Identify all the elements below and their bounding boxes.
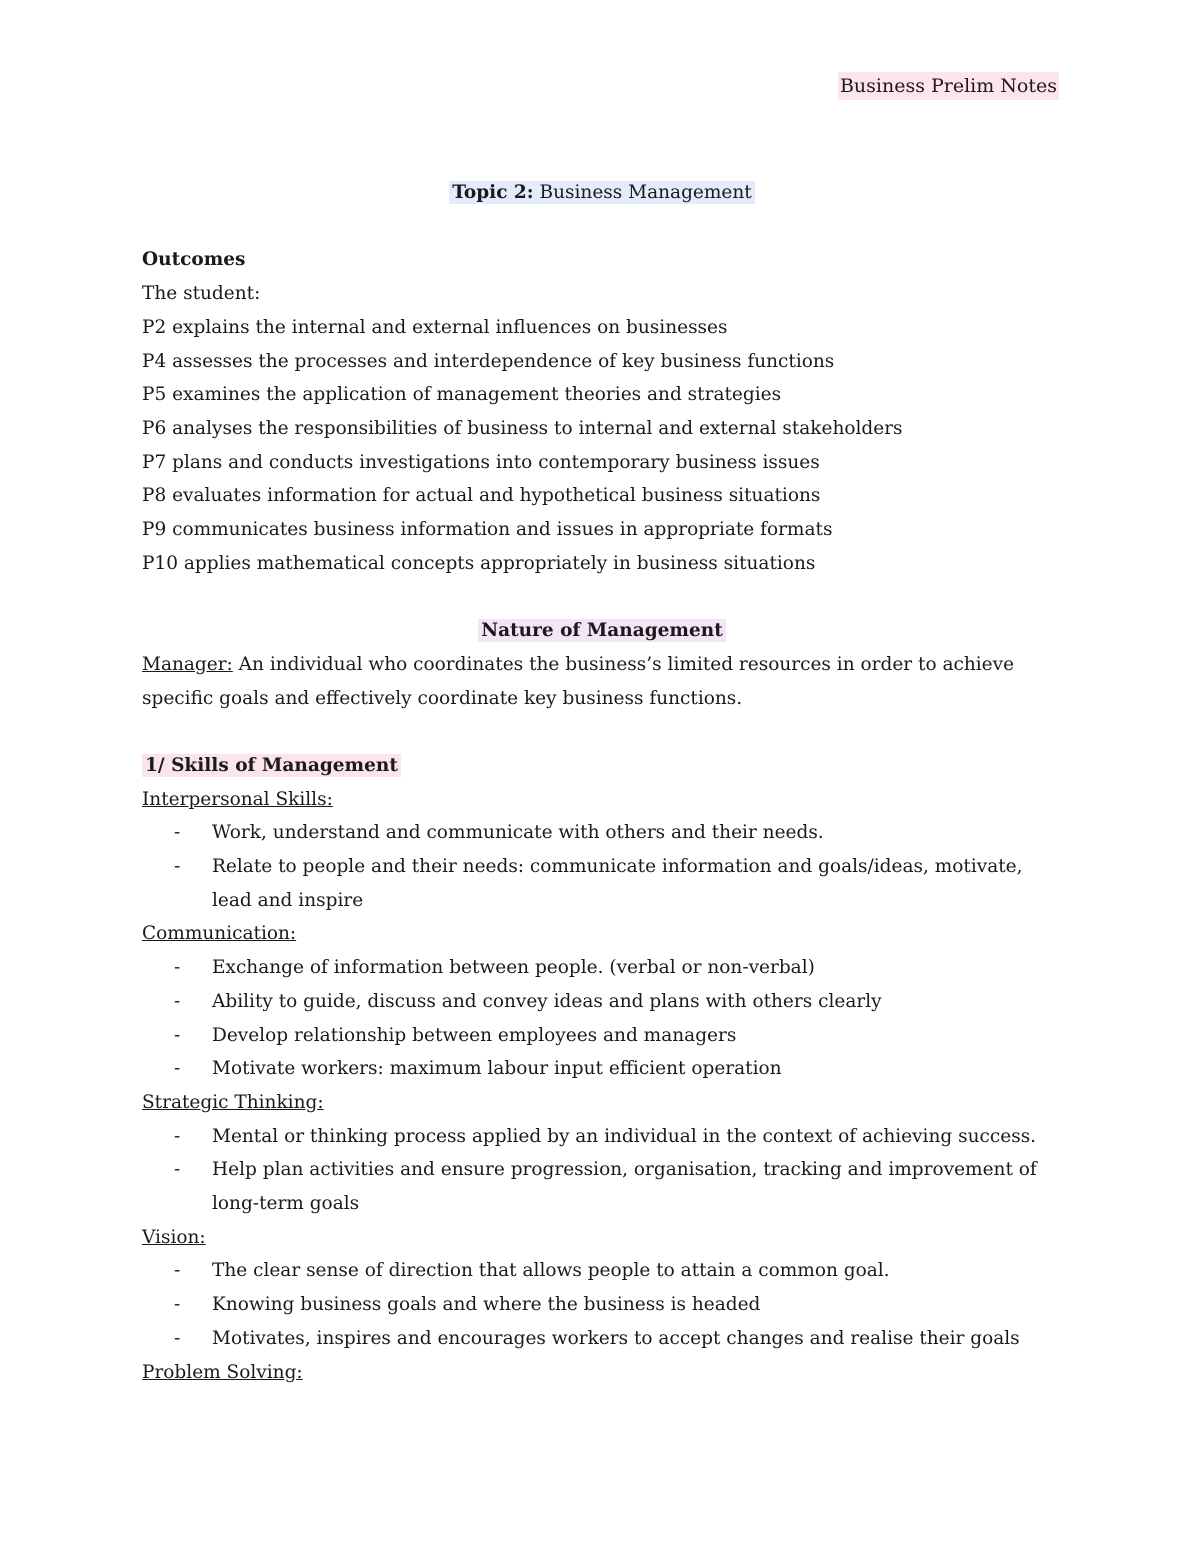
list-item <box>142 1052 1062 1086</box>
list-item <box>142 1288 1062 1322</box>
list-item-text: Motivate workers: maximum labour input efficient operation <box>212 1058 782 1080</box>
list-item <box>142 1120 1062 1154</box>
outcomes-heading: Outcomes <box>142 249 246 271</box>
manager-definition <box>142 648 1062 715</box>
topic-name: Business Management <box>539 182 752 203</box>
nature-heading-line <box>142 614 1062 648</box>
manager-definition-text: An individual who coordinates the business’s limited resources in order to achieve specific goals and effectively coordinate key business functions. <box>142 653 1015 709</box>
topic-title-line <box>142 176 1062 210</box>
list-item-text: Knowing business goals and where the business is headed <box>212 1294 761 1316</box>
nature-heading: Nature of Management <box>478 619 726 642</box>
skill-group-title: Interpersonal Skills: <box>142 788 333 810</box>
skill-group-title: Vision: <box>142 1226 206 1248</box>
dash-marker: - <box>174 1294 181 1316</box>
list-item-text: Exchange of information between people. (verbal or non-verbal) <box>212 957 815 979</box>
list-item-text: Motivates, inspires and encourages workers to accept changes and realise their goals <box>212 1327 1020 1349</box>
skills-heading: 1/ Skills of Management <box>142 754 401 777</box>
outcomes-intro: The student: <box>142 283 261 305</box>
list-item <box>142 850 1062 917</box>
skill-group-title: Problem Solving: <box>142 1361 303 1383</box>
outcome-item: P4 assesses the processes and interdependence of key business functions <box>142 350 835 372</box>
outcome-item: P7 plans and conducts investigations into contemporary business issues <box>142 451 820 473</box>
list-item <box>142 816 1062 850</box>
dash-marker: - <box>174 1159 181 1181</box>
list-item <box>142 1153 1062 1220</box>
dash-marker: - <box>174 856 181 878</box>
list-item-text: Develop relationship between employees and managers <box>212 1024 737 1046</box>
list-item <box>142 1322 1062 1356</box>
skill-group-title: Communication: <box>142 923 297 945</box>
outcome-item: P9 communicates business information and issues in appropriate formats <box>142 519 833 541</box>
list-item-text: The clear sense of direction that allows people to attain a common goal. <box>212 1260 890 1282</box>
page-header: Business Prelim Notes <box>838 72 1059 100</box>
skill-group-title: Strategic Thinking: <box>142 1091 324 1113</box>
list-item-text: Help plan activities and ensure progression, organisation, tracking and improvement of long-term goals <box>212 1159 1037 1215</box>
dash-marker: - <box>174 822 181 844</box>
list-item <box>142 1019 1062 1053</box>
list-item-text: Ability to guide, discuss and convey ideas and plans with others clearly <box>212 990 882 1012</box>
topic-label: Topic 2: <box>452 182 534 203</box>
list-item-text: Relate to people and their needs: communicate information and goals/ideas, motivate, lead and inspire <box>212 856 1023 911</box>
outcome-item: P2 explains the internal and external influences on businesses <box>142 316 728 338</box>
manager-term: Manager: <box>142 653 233 675</box>
list-item <box>142 951 1062 985</box>
dash-marker: - <box>174 1024 181 1046</box>
topic-title <box>449 181 754 204</box>
dash-marker: - <box>174 1058 181 1080</box>
outcome-item: P5 examines the application of management theories and strategies <box>142 384 782 406</box>
outcome-item: P8 evaluates information for actual and hypothetical business situations <box>142 485 821 507</box>
list-item <box>142 1254 1062 1288</box>
dash-marker: - <box>174 957 181 979</box>
list-item-text: Work, understand and communicate with others and their needs. <box>212 822 824 844</box>
outcome-item: P6 analyses the responsibilities of business to internal and external stakeholders <box>142 417 903 439</box>
list-item <box>142 985 1062 1019</box>
skills-heading-line <box>142 749 1062 783</box>
dash-marker: - <box>174 1125 181 1147</box>
outcome-item: P10 applies mathematical concepts appropriately in business situations <box>142 552 816 574</box>
list-item-text: Mental or thinking process applied by an individual in the context of achieving success. <box>212 1125 1037 1147</box>
dash-marker: - <box>174 990 181 1012</box>
dash-marker: - <box>174 1260 181 1282</box>
dash-marker: - <box>174 1327 181 1349</box>
document-body <box>142 176 1062 1389</box>
